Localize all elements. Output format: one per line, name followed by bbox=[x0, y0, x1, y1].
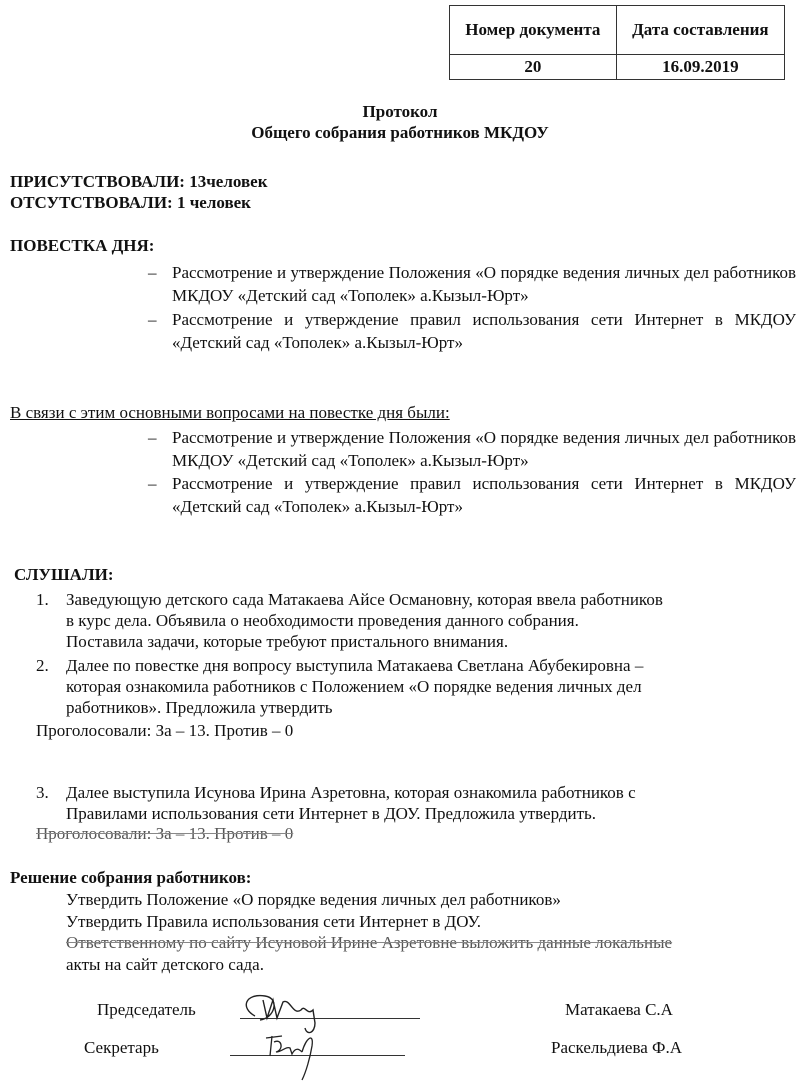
main-questions-heading: В связи с этим основными вопросами на повестке дня были: bbox=[10, 403, 450, 422]
doc-number: 20 bbox=[450, 55, 617, 80]
item-number: 3. bbox=[36, 783, 49, 802]
agenda-item: – Рассмотрение и утверждение правил использования сети Интернет в МКДОУ «Детский сад «Тополек» а.Кызыл-Юрт» bbox=[148, 310, 796, 352]
date-header: Дата составления bbox=[616, 6, 784, 55]
doc-subtitle: Общего собрания работников МКДОУ bbox=[251, 123, 549, 142]
secretary-name: Раскельдиева Ф.А bbox=[551, 1038, 683, 1057]
item-line: Заведующую детского сада Матакаева Айсе Османовну, которая ввела работников bbox=[66, 590, 663, 609]
absent-count: ОТСУТСТВОВАЛИ: 1 человек bbox=[10, 193, 251, 212]
agenda-item-text: Рассмотрение и утверждение правил использования сети Интернет в МКДОУ «Детский сад «Тополек» а.Кызыл-Юрт» bbox=[172, 310, 796, 352]
chair-name: Матакаева С.А bbox=[565, 1000, 673, 1019]
heard-item bbox=[36, 655, 776, 718]
vote-result: Проголосовали: За – 13. Против – 0 bbox=[36, 721, 294, 740]
agenda-item-text: Рассмотрение и утверждение Положения «О порядке ведения личных дел работников МКДОУ «Детский сад «Тополек» а.Кызыл-Юрт» bbox=[172, 263, 796, 305]
item-number: 2. bbox=[36, 656, 49, 675]
doc-number-header: Номер документа bbox=[450, 6, 617, 55]
decision-line: Утвердить Положение «О порядке ведения личных дел работников» bbox=[66, 890, 561, 909]
heard-item bbox=[36, 589, 776, 652]
item-line: которая ознакомила работников с Положением «О порядке ведения личных дел bbox=[66, 677, 642, 696]
doc-title: Протокол bbox=[362, 102, 438, 121]
item-number: 1. bbox=[36, 590, 49, 609]
heard-item bbox=[36, 782, 776, 824]
question-item: – Рассмотрение и утверждение правил использования сети Интернет в МКДОУ «Детский сад «Тополек» а.Кызыл-Юрт» bbox=[148, 474, 796, 516]
present-count: ПРИСУТСТВОВАЛИ: 13человек bbox=[10, 172, 268, 191]
doc-date: 16.09.2019 bbox=[616, 55, 784, 80]
question-item-text: Рассмотрение и утверждение правил использования сети Интернет в МКДОУ «Детский сад «Тополек» а.Кызыл-Юрт» bbox=[172, 474, 796, 516]
question-item: – Рассмотрение и утверждение Положения «О порядке ведения личных дел работников МКДОУ «Детский сад «Тополек» а.Кызыл-Юрт» bbox=[148, 428, 796, 470]
item-line: Далее выступила Исунова Ирина Азретовна, которая ознакомила работников с bbox=[66, 783, 636, 802]
secretary-label: Секретарь bbox=[84, 1038, 159, 1057]
item-line: Далее по повестке дня вопросу выступила Матакаева Светлана Абубекировна – bbox=[66, 656, 644, 675]
item-line: Правилами использования сети Интернет в ДОУ. Предложила утвердить. bbox=[66, 804, 597, 823]
decision-line: Утвердить Правила использования сети Интернет в ДОУ. bbox=[66, 912, 482, 931]
decision-heading: Решение собрания работников: bbox=[10, 868, 252, 887]
agenda-item: – Рассмотрение и утверждение Положения «О порядке ведения личных дел работников МКДОУ «Детский сад «Тополек» а.Кызыл-Юрт» bbox=[148, 263, 796, 305]
agenda-heading: ПОВЕСТКА ДНЯ: bbox=[10, 236, 155, 255]
chair-label: Председатель bbox=[97, 1000, 196, 1019]
item-line: Поставила задачи, которые требуют пристального внимания. bbox=[66, 632, 509, 651]
question-item-text: Рассмотрение и утверждение Положения «О порядке ведения личных дел работников МКДОУ «Детский сад «Тополек» а.Кызыл-Юрт» bbox=[172, 428, 796, 470]
item-line: в курс дела. Объявила о необходимости проведения данного собрания. bbox=[66, 611, 579, 630]
heard-heading: СЛУШАЛИ: bbox=[14, 565, 114, 584]
decision-line: акты на сайт детского сада. bbox=[66, 955, 264, 974]
vote-result: Проголосовали: За – 13. Против – 0 bbox=[36, 824, 294, 843]
decision-line: Ответственному по сайту Исуновой Ирине Азретовне выложить данные локальные bbox=[66, 933, 673, 952]
item-line: работников». Предложила утвердить bbox=[66, 698, 333, 717]
secretary-signature bbox=[262, 1028, 342, 1084]
document-header-table bbox=[449, 5, 785, 80]
